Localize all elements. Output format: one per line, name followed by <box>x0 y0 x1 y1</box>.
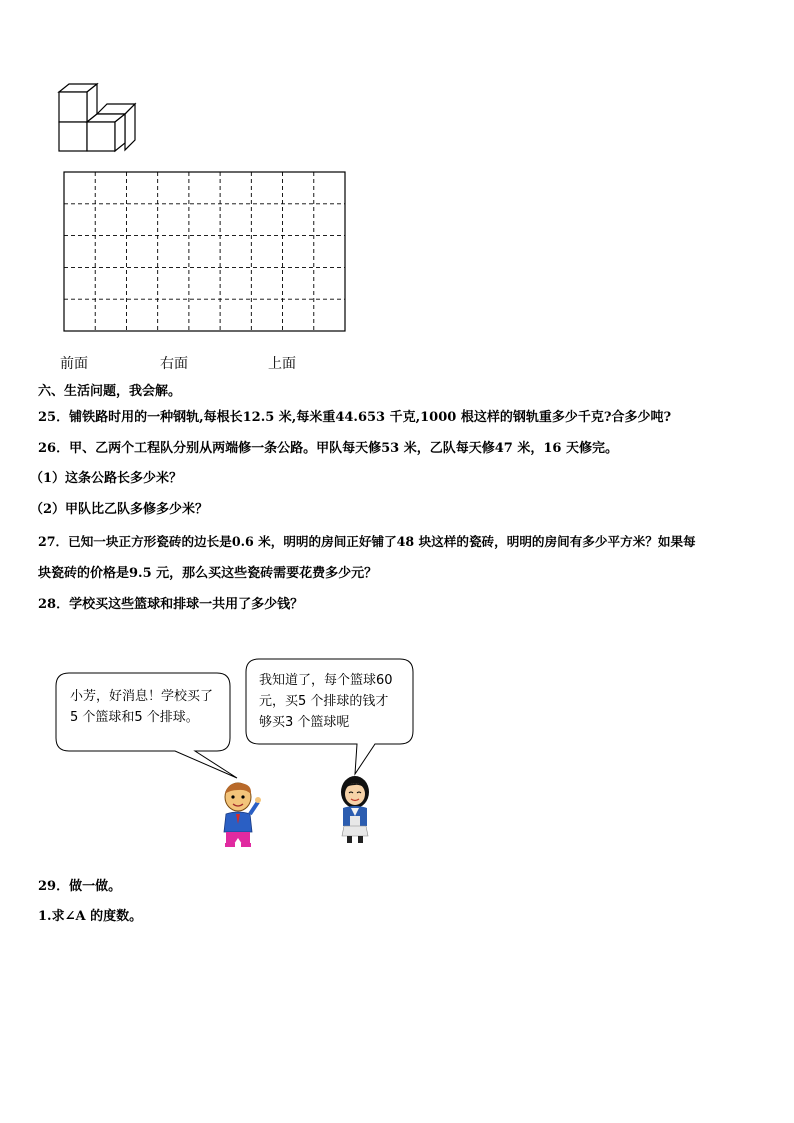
bubble-left-line-2: 5 个篮球和5 个排球。 <box>70 710 199 725</box>
question-25: 25．铺铁路时用的一种钢轨,每根长12.5 米,每米重44.653 千克,1000 根这样的钢轨重多少千克?合多少吨? <box>38 410 672 425</box>
question-26-part-1: （1）这条公路长多少米？ <box>30 471 183 486</box>
bubble-left-line-1: 小芳，好消息！学校买了 <box>70 689 214 704</box>
question-27-line-2: 块瓷砖的价格是9.5 元，那么买这些瓷砖需要花费多少元？ <box>38 566 378 581</box>
question-26-part-2: （2）甲队比乙队多修多少米？ <box>30 502 209 517</box>
section-6-title: 六、生活问题，我会解。 <box>38 384 182 399</box>
bubble-right-line-1: 我知道了，每个篮球60 <box>259 673 393 688</box>
top-view-label: 上面 <box>268 356 296 372</box>
bubble-right-line-3: 够买3 个篮球呢 <box>259 715 350 730</box>
girl-cartoon-image <box>333 774 377 844</box>
question-27-line-1: 27．已知一块正方形瓷砖的边长是0.6 米，明明的房间正好铺了48 块这样的瓷砖，明明的房间有多少平方米？如果每 <box>38 534 696 549</box>
question-26: 26．甲、乙两个工程队分别从两端修一条公路。甲队每天修53 米，乙队每天修47 米，16 天修完。 <box>38 441 618 456</box>
dashed-drawing-grid <box>63 171 347 333</box>
question-28: 28．学校买这些篮球和排球一共用了多少钱？ <box>38 597 304 612</box>
front-view-label: 前面 <box>60 356 88 372</box>
bubble-right-line-2: 元，买5 个排球的钱才 <box>259 694 389 709</box>
cube-stack-figure <box>55 80 145 155</box>
question-29: 29．做一做。 <box>38 879 122 894</box>
boy-cartoon-image <box>216 780 264 848</box>
right-view-label: 右面 <box>160 356 188 372</box>
question-29-part-1: 1.求∠A 的度数。 <box>38 909 143 924</box>
